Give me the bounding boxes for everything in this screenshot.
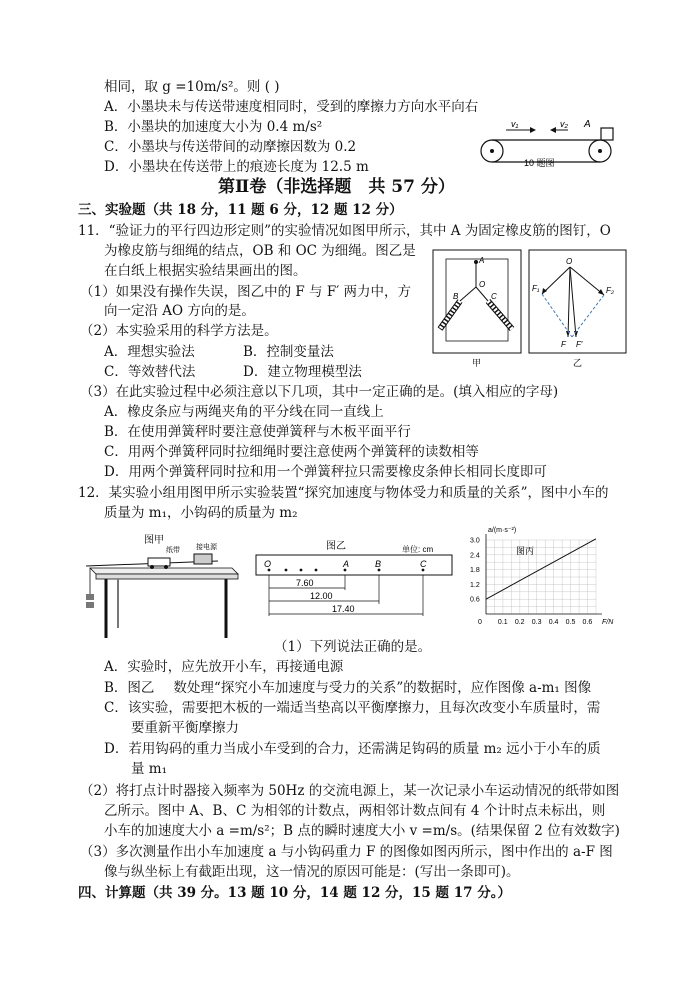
q11-part3-option-d: D．用两个弹簧秤同时拉和用一个弹簧秤拉只需要橡皮条伸长相同长度即可	[104, 464, 547, 480]
part2-title: 第Ⅱ卷（非选择题 共 57 分）	[218, 177, 455, 197]
svg-text:F: F	[561, 340, 566, 349]
x-tick-label: 0.2	[514, 619, 525, 626]
q10-line0: 相同，取 g =10m/s²。则 ( )	[104, 79, 280, 95]
q11-part1-a: （1）如果没有操作失误，图乙中的 F 与 F′ 两力中，方	[80, 284, 412, 300]
q10-option-b: B．小墨块的加速度大小为 0.4 m/s²	[104, 119, 323, 135]
fig-yi-caption: 乙	[573, 358, 583, 368]
q12-part1: （1）下列说法正确的是。	[274, 639, 432, 655]
q11-part2-option-d: D．建立物理模型法	[243, 364, 362, 380]
svg-text:纸带: 纸带	[166, 547, 180, 554]
q12-option-c1: C．该实验，需要把木板的一端适当垫高以平衡摩擦力，且每次改变小车质量时，需	[104, 700, 601, 716]
q12-option-b	[104, 679, 591, 697]
fig-jia-caption: 甲	[472, 358, 482, 368]
q11-part1-b: 向一定沿 AO 方向的是。	[104, 303, 255, 319]
cart	[148, 558, 170, 566]
x-tick-label: 0	[478, 619, 482, 626]
timer	[194, 554, 212, 564]
fig-jia-title: 图甲	[144, 535, 164, 546]
svg-text:F₂: F₂	[606, 286, 614, 295]
svg-text:C: C	[420, 559, 427, 569]
q12-option-d2: 量 m₁	[131, 761, 168, 777]
q10-figure-caption: 10 题图	[524, 158, 555, 168]
q11-part3-option-b: B．在使用弹簧秤时要注意使弹簧秤与木板平面平行	[104, 424, 411, 440]
v2-label: v₂	[560, 119, 568, 129]
q11-part2: （2）本实验采用的科学方法是。	[80, 323, 278, 339]
q12-option-d1: D．若用钩码的重力当成小车受到的合力，还需满足钩码的质量 m₂ 远小于小车的质	[104, 741, 601, 757]
svg-text:A: A	[343, 559, 350, 569]
q12-option-b-letter: B．	[104, 680, 128, 696]
q12-part2-b: 乙所示。图中 A、B、C 为相邻的计数点，两相邻计数点间有 4 个计时点未标出，则	[104, 803, 606, 819]
q12-figure-jia	[82, 532, 242, 644]
q11-part2-option-a: A．理想实验法	[104, 344, 195, 360]
q12-option-a: A．实验时，应先放开小车，再接通电源	[104, 659, 344, 675]
q12-part2-a: （2）将打点计时器接入频率为 50Hz 的交流电源上，某一次记录小车运动情况的纸带如图	[80, 783, 620, 799]
y-tick-label: 1.2	[470, 581, 480, 589]
svg-text:B: B	[375, 559, 382, 569]
x-tick-label: 0.6	[582, 619, 593, 626]
svg-text:O: O	[479, 280, 486, 289]
q11-part3: （3）在此实验过程中必须注意以下几项，其中一定正确的是。(填入相应的字母)	[80, 384, 559, 400]
q10-option-d: D．小墨块在传送带上的痕迹长度为 12.5 m	[104, 159, 369, 175]
q12-option-b-overlap: 图乙	[127, 680, 155, 696]
svg-text:O: O	[264, 559, 272, 569]
svg-text:接电源: 接电源	[196, 544, 217, 551]
chart-title: 图丙	[516, 546, 535, 556]
x-axis-label: F/N	[602, 619, 614, 626]
y-tick-label: 0.6	[470, 596, 480, 604]
q12-option-b-text: 数处理“探究小车加速度与受力的关系”的数据时，应作图像 a-m₁ 图像	[173, 680, 592, 696]
q12-option-c2: 要重新平衡摩擦力	[131, 720, 239, 736]
ink-block	[601, 128, 613, 140]
q12-line1: 12．某实验小组用图甲所示实验装置“探究加速度与物体受力和质量的关系”，图中小车的	[78, 485, 609, 501]
q11-figure-jia	[432, 249, 522, 369]
q11-line3: 在白纸上根据实验结果画出的图。	[104, 263, 307, 279]
q10-option-a: A．小墨块未与传送带速度相同时，受到的摩擦力方向水平向右	[104, 99, 479, 115]
q11-part3-option-c: C．用两个弹簧秤同时拉细绳时要注意使两个弹簧秤的读数相等	[104, 444, 479, 460]
x-tick-label: 0.3	[531, 619, 542, 626]
x-tick-label: 0.4	[548, 619, 559, 626]
svg-text:17.40: 17.40	[332, 604, 355, 614]
unit-label: 单位: cm	[402, 545, 434, 554]
sec3-header: 三、实验题（共 18 分，11 题 6 分，12 题 12 分）	[78, 202, 403, 218]
x-tick-label: 0.5	[565, 619, 576, 626]
svg-text:F₁: F₁	[532, 284, 540, 293]
sec4-header: 四、计算题（共 39 分。13 题 10 分，14 题 12 分，15 题 17 分。）	[78, 885, 511, 901]
q11-part2-option-b: B．控制变量法	[243, 344, 334, 360]
hook-weight	[86, 594, 94, 600]
q10-conveyor-figure	[478, 116, 628, 170]
fig-yi-title: 图乙	[326, 541, 346, 552]
q12-part2-c: 小车的加速度大小 a =m/s²；B 点的瞬时速度大小 v =m/s。(结果保留 2 位有效数字)	[104, 823, 620, 839]
x-tick-label: 0.1	[497, 619, 508, 626]
q11-part2-option-c: C．等效替代法	[104, 364, 196, 380]
q12-part3-a: （3）多次测量作出小车加速度 a 与小钩码重力 F 的图像如图丙所示，图中作出的 a-F 图	[80, 844, 613, 860]
y-tick-label: 2.4	[470, 552, 480, 560]
q12-line2: 质量为 m₁，小钩码的质量为 m₂	[104, 505, 298, 521]
v1-label: v₁	[511, 119, 519, 129]
series-line	[486, 539, 596, 599]
y-tick-label: 1.8	[470, 567, 480, 575]
q11-part3-option-a: A．橡皮条应与两绳夹角的平分线在同一直线上	[104, 404, 384, 420]
y-axis-label: a/(m·s⁻²)	[488, 527, 517, 534]
svg-text:B: B	[453, 292, 459, 301]
svg-text:O: O	[566, 257, 573, 266]
svg-text:F′: F′	[576, 340, 583, 349]
q11-line1: 11．“验证力的平行四边形定则”的实验情况如图甲所示，其中 A 为固定橡皮筋的图钉，O	[78, 223, 611, 239]
q10-option-c: C．小墨块与传送带间的动摩擦因数为 0.2	[104, 139, 357, 155]
svg-text:C: C	[491, 292, 497, 301]
block-label: A	[584, 119, 591, 130]
q12-part3-b: 像与纵坐标上有截距出现，这一情况的原因可能是：(写出一条即可)。	[104, 864, 520, 880]
svg-text:A: A	[479, 256, 485, 265]
q12-figure-yi-tape	[254, 538, 454, 622]
q11-figure-yi	[528, 249, 628, 369]
svg-text:7.60: 7.60	[296, 578, 314, 588]
q11-line2: 为橡皮筋与细绳的结点，OB 和 OC 为细绳。图乙是	[104, 243, 416, 259]
q12-chart-bing	[456, 522, 616, 630]
svg-text:12.00: 12.00	[310, 591, 333, 601]
y-tick-label: 3.0	[470, 537, 480, 545]
